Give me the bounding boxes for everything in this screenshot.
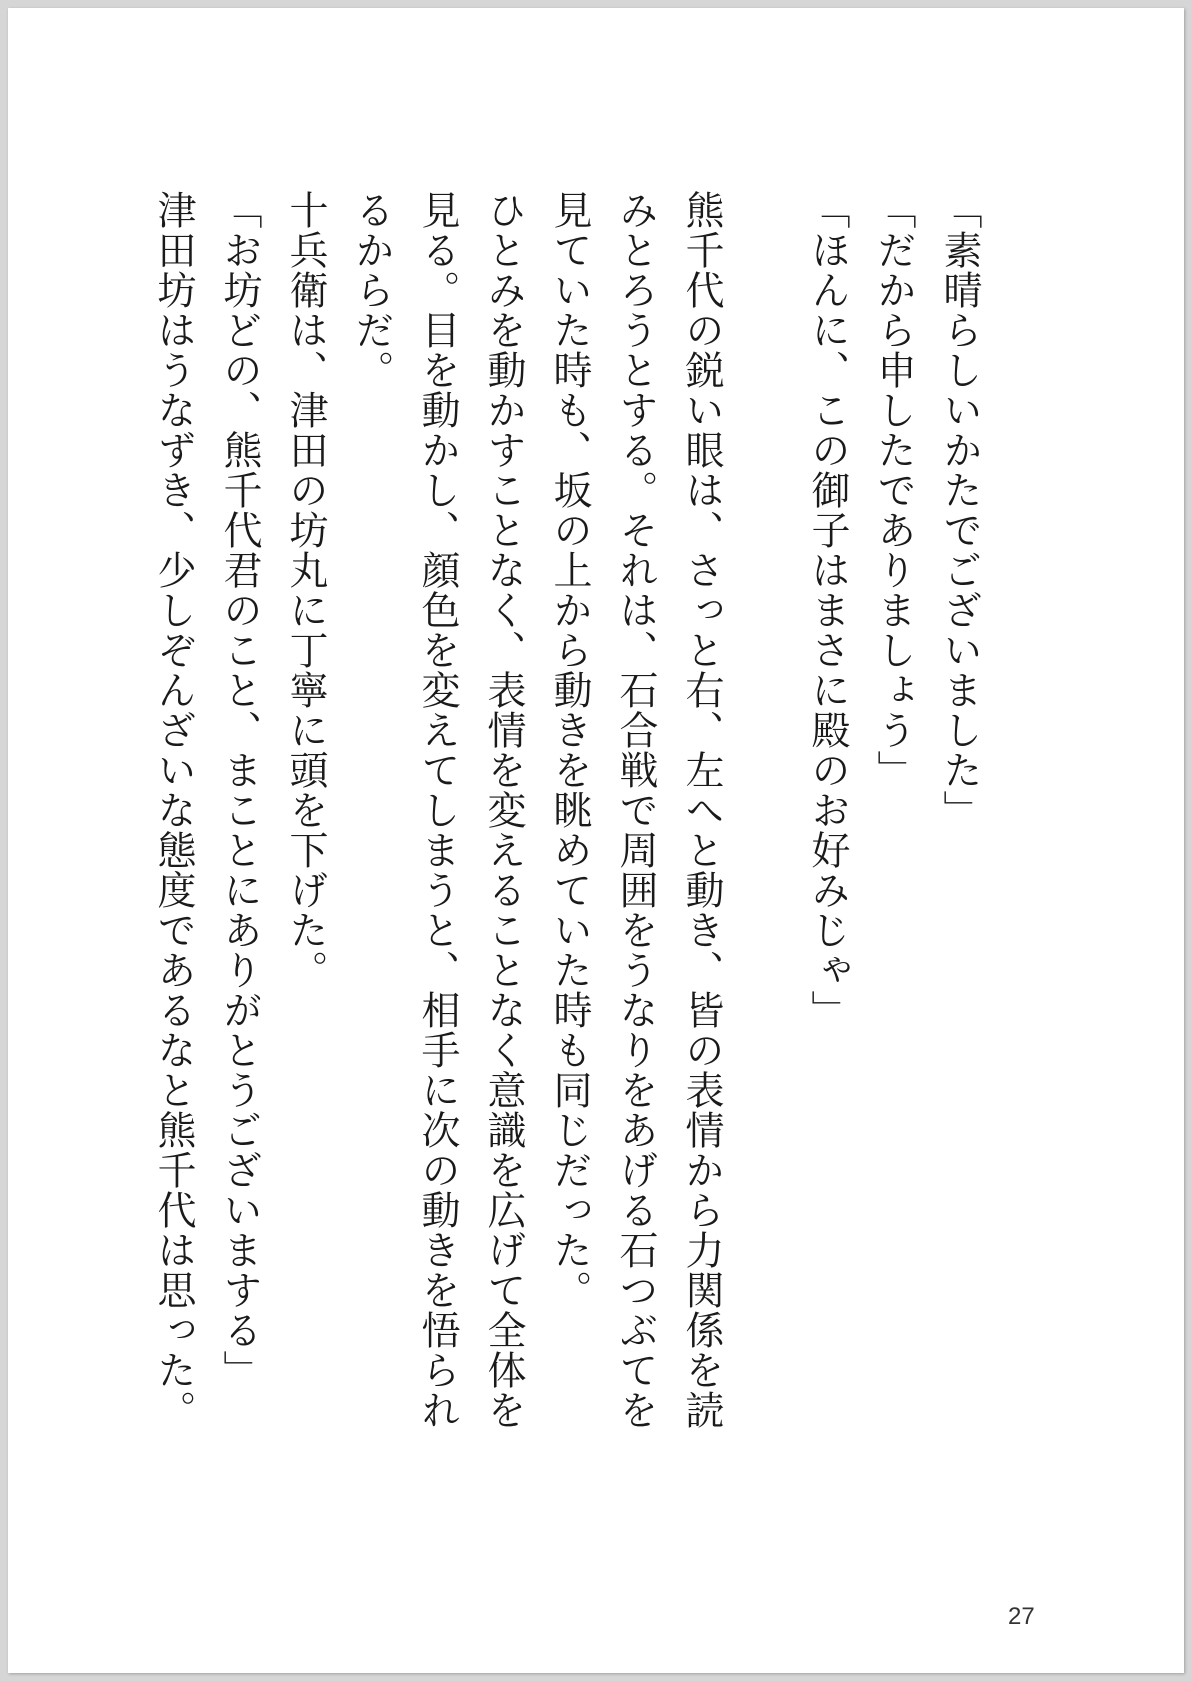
body-text (140, 190, 992, 1450)
dialogue-line-3: 「ほんに、この御子はまさに殿のお好みじゃ」 (805, 190, 850, 1030)
paragraph-1: 熊千代の鋭い眼は、さっと右、左へと動き、皆の表情から力関係を読みとろうとする。それは、石合戦で周囲をうなりをあげる石つぶてを見ていた時も、坂の上から動きを眺めていた時も同じだった。 (547, 190, 724, 1430)
dialogue-line-4: 「お坊どの、熊千代君のこと、まことにありがとうございまする」 (217, 190, 262, 1390)
dialogue-line-2: 「だから申したでありましょう」 (871, 190, 916, 790)
page-number: 27 (1008, 1603, 1035, 1630)
paragraph-gap (734, 190, 794, 1450)
page (8, 8, 1184, 1673)
paragraph-4: 津田坊はうなずき、少しぞんざいな態度であるなと熊千代は思った。 (151, 190, 196, 1430)
paragraph-2: ひとみを動かすことなく、表情を変えることなく意識を広げて全体を見る。目を動かし、顔色を変えてしまうと、相手に次の動きを悟られるからだ。 (349, 190, 526, 1430)
paragraph-3: 十兵衛は、津田の坊丸に丁寧に頭を下げた。 (283, 190, 328, 990)
dialogue-line-1: 「素晴らしいかたでございました」 (937, 190, 982, 830)
